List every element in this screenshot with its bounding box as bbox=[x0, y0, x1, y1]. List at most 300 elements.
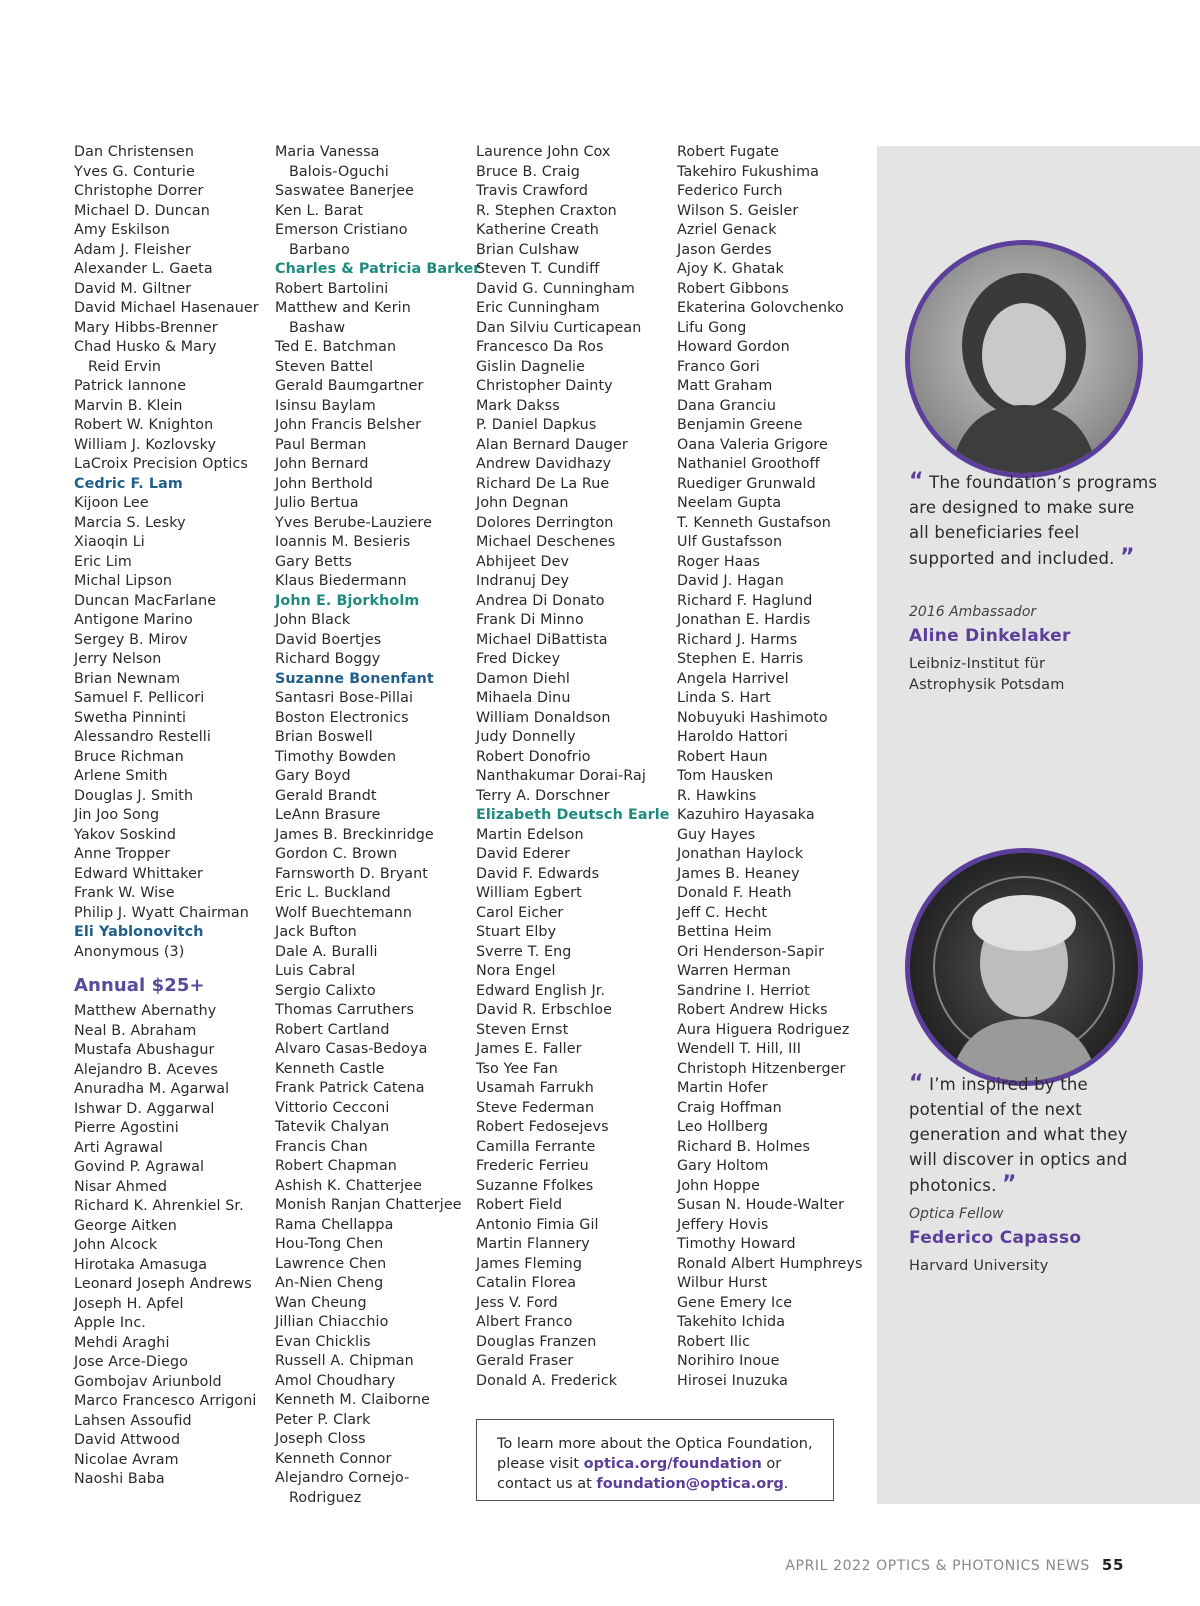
donor-name: Ruediger Grunwald bbox=[677, 475, 816, 492]
portrait-photo bbox=[910, 853, 1138, 1081]
donor-name: Jerry Nelson bbox=[74, 651, 162, 667]
quote-role-2: Optica Fellow bbox=[909, 1206, 1004, 1222]
donor-name: Wilbur Hurst bbox=[677, 1275, 768, 1291]
donor-name: Yves G. Conturie bbox=[74, 163, 195, 180]
donor-name: Anuradha M. Agarwal bbox=[74, 1081, 230, 1097]
info-line-3 bbox=[497, 1474, 813, 1494]
donor-name: Peter P. Clark bbox=[275, 1411, 371, 1428]
donor-name: Takehiro Fukushima bbox=[677, 163, 819, 180]
donor-name: Wilson S. Geisler bbox=[677, 202, 799, 219]
donor-name: Leonard Joseph Andrews bbox=[74, 1276, 252, 1292]
quote-person-2: Federico Capasso bbox=[909, 1228, 1082, 1248]
donor-name: Jillian Chiacchio bbox=[275, 1314, 389, 1330]
donor-name: Edward English Jr. bbox=[476, 982, 606, 999]
donor-name: Richard De La Rue bbox=[476, 475, 610, 492]
donor-name: Robert Bartolini bbox=[275, 280, 389, 297]
donor-name: LeAnn Brasure bbox=[275, 807, 381, 823]
donor-name: Steven Battel bbox=[275, 358, 374, 375]
donor-name: David F. Edwards bbox=[476, 865, 600, 882]
donor-name: LaCroix Precision Optics bbox=[74, 456, 248, 472]
donor-name: Brian Newnam bbox=[74, 670, 181, 687]
footer-publication: APRIL 2022 OPTICS & PHOTONICS NEWS bbox=[785, 1558, 1090, 1574]
donor-name: Edward Whittaker bbox=[74, 865, 203, 882]
donor-name: Hirotaka Amasuga bbox=[74, 1256, 208, 1273]
donor-name: Isinsu Baylam bbox=[275, 397, 376, 414]
donor-name: Usamah Farrukh bbox=[476, 1080, 594, 1096]
donor-name: Christopher Dainty bbox=[476, 378, 613, 394]
donor-name: Lawrence Chen bbox=[275, 1255, 387, 1272]
donor-name: George Aitken bbox=[74, 1217, 177, 1234]
donor-name: Russell A. Chipman bbox=[275, 1353, 414, 1369]
open-quote-icon: “ bbox=[909, 469, 924, 494]
donor-name: Emerson Cristiano bbox=[275, 222, 408, 238]
portrait-photo bbox=[910, 245, 1138, 473]
donor-name: Donald F. Heath bbox=[677, 885, 792, 901]
donor-name: Mihaela Dinu bbox=[476, 690, 571, 706]
donor-name: Timothy Bowden bbox=[275, 748, 397, 765]
donor-name: Oana Valeria Grigore bbox=[677, 436, 828, 453]
donor-name: Steven Ernst bbox=[476, 1021, 569, 1038]
donor-name: Jose Arce-Diego bbox=[74, 1354, 189, 1370]
donor-name: Douglas Franzen bbox=[476, 1333, 597, 1350]
donor-name: Steve Federman bbox=[476, 1099, 595, 1116]
donor-name: John E. Bjorkholm bbox=[275, 592, 420, 609]
donor-name: Frank Di Minno bbox=[476, 612, 584, 628]
donor-name: Gislin Dagnelie bbox=[476, 358, 585, 375]
donor-name: Laurence John Cox bbox=[476, 144, 611, 160]
donor-name: David Attwood bbox=[74, 1432, 181, 1448]
info-box bbox=[476, 1419, 834, 1501]
donor-name: Robert Donofrio bbox=[476, 748, 591, 765]
donor-name: Craig Hoffman bbox=[677, 1099, 782, 1116]
donor-name: David J. Hagan bbox=[677, 573, 784, 589]
open-quote-icon: “ bbox=[909, 1071, 924, 1096]
donor-name: John Berthold bbox=[275, 475, 373, 492]
donor-name: Stuart Elby bbox=[476, 924, 557, 940]
donor-name: Camilla Ferrante bbox=[476, 1138, 596, 1155]
donor-name: Maria Vanessa bbox=[275, 144, 380, 160]
donor-name: Jason Gerdes bbox=[677, 241, 772, 258]
donor-name: Jin Joo Song bbox=[74, 807, 160, 823]
quote-text-1 bbox=[909, 469, 1159, 571]
donor-name: Dolores Derrington bbox=[476, 514, 614, 531]
donor-name: John Black bbox=[275, 612, 351, 628]
donor-name: Kijoon Lee bbox=[74, 495, 149, 511]
donor-name: Boston Electronics bbox=[275, 709, 409, 726]
donor-name: Matt Graham bbox=[677, 378, 773, 394]
donor-name: Klaus Biedermann bbox=[275, 573, 407, 589]
donor-name: Suzanne Ffolkes bbox=[476, 1177, 594, 1194]
donor-name: Alejandro B. Aceves bbox=[74, 1061, 218, 1078]
donor-name: Richard Boggy bbox=[275, 651, 381, 667]
donor-name: Pierre Agostini bbox=[74, 1120, 179, 1136]
info-line-1: To learn more about the Optica Foundation, bbox=[497, 1436, 813, 1452]
donor-name: Evan Chicklis bbox=[275, 1333, 371, 1350]
donor-name: Federico Furch bbox=[677, 183, 783, 199]
donor-name: Tso Yee Fan bbox=[476, 1060, 558, 1077]
donor-name: Mustafa Abushagur bbox=[74, 1042, 215, 1058]
donor-name: John Alcock bbox=[74, 1237, 158, 1253]
info-line-2 bbox=[497, 1454, 813, 1474]
donor-name: Bruce Richman bbox=[74, 748, 184, 765]
donor-name: Steven T. Cundiff bbox=[476, 261, 600, 277]
donor-name: Francesco Da Ros bbox=[476, 339, 604, 355]
donor-name: Martin Edelson bbox=[476, 826, 584, 843]
donor-name: Linda S. Hart bbox=[677, 690, 771, 706]
donor-name: Kazuhiro Hayasaka bbox=[677, 807, 815, 823]
donor-name: Adam J. Fleisher bbox=[74, 241, 191, 258]
donor-name: Donald A. Frederick bbox=[476, 1372, 618, 1389]
donor-name: Robert Cartland bbox=[275, 1021, 390, 1038]
donor-name: Ted E. Batchman bbox=[275, 339, 397, 355]
donor-name: David M. Giltner bbox=[74, 280, 192, 297]
donor-name: Philip J. Wyatt Chairman bbox=[74, 904, 249, 921]
donor-name: Guy Hayes bbox=[677, 826, 756, 843]
donor-name: Ronald Albert Humphreys bbox=[677, 1255, 863, 1272]
donor-name: Charles & Patricia Barker bbox=[275, 261, 481, 277]
donor-name: John Hoppe bbox=[677, 1177, 761, 1194]
quote-person-1: Aline Dinkelaker bbox=[909, 626, 1071, 646]
donor-name: Stephen E. Harris bbox=[677, 651, 804, 667]
donor-name: Ulf Gustafsson bbox=[677, 534, 783, 550]
donor-name: Brian Culshaw bbox=[476, 241, 580, 258]
donor-name: T. Kenneth Gustafson bbox=[677, 514, 831, 531]
donor-name: Richard F. Haglund bbox=[677, 592, 813, 609]
donor-name: Monish Ranjan Chatterjee bbox=[275, 1197, 462, 1213]
donor-name: James B. Breckinridge bbox=[275, 826, 434, 843]
donor-name: Jonathan Haylock bbox=[677, 846, 804, 862]
donor-column-2 bbox=[275, 143, 480, 1508]
quote-text-2 bbox=[909, 1071, 1159, 1198]
donor-name: Robert Field bbox=[476, 1197, 563, 1213]
donor-name: Eric Cunningham bbox=[476, 300, 600, 316]
donor-name: William Donaldson bbox=[476, 709, 611, 726]
donor-name: Saswatee Banerjee bbox=[275, 183, 415, 199]
donor-name: Bashaw bbox=[289, 319, 346, 336]
donor-name: Nathaniel Groothoff bbox=[677, 456, 820, 472]
donor-name: Martin Hofer bbox=[677, 1080, 768, 1096]
donor-name: Luis Cabral bbox=[275, 963, 356, 979]
donor-name: Eli Yablonovitch bbox=[74, 924, 204, 940]
donor-name: Gordon C. Brown bbox=[275, 846, 398, 862]
donor-name: Kenneth Connor bbox=[275, 1450, 392, 1467]
donor-name: Arti Agrawal bbox=[74, 1139, 163, 1156]
donor-name: Richard B. Holmes bbox=[677, 1138, 811, 1155]
donor-name: Martin Flannery bbox=[476, 1236, 590, 1252]
donor-name: Samuel F. Pellicori bbox=[74, 690, 205, 706]
donor-name: Robert Andrew Hicks bbox=[677, 1002, 828, 1018]
donor-name: Frank W. Wise bbox=[74, 885, 175, 901]
donor-name: Timothy Howard bbox=[677, 1236, 796, 1252]
foundation-email-link[interactable]: foundation@optica.org bbox=[596, 1476, 784, 1492]
donor-name: Damon Diehl bbox=[476, 670, 570, 687]
donor-name: Lifu Gong bbox=[677, 319, 747, 336]
donor-name: Matthew Abernathy bbox=[74, 1003, 217, 1019]
donor-name: Nobuyuki Hashimoto bbox=[677, 709, 828, 726]
donor-name: Amol Choudhary bbox=[275, 1372, 396, 1389]
donor-name: Ekaterina Golovchenko bbox=[677, 300, 844, 316]
donor-name: Alejandro Cornejo- bbox=[275, 1470, 410, 1486]
info-text: contact us at bbox=[497, 1476, 597, 1492]
donor-name: Susan N. Houde-Walter bbox=[677, 1197, 845, 1213]
donor-name: Eric Lim bbox=[74, 553, 132, 570]
donor-name: Antonio Fimia Gil bbox=[476, 1216, 599, 1233]
section-heading: Annual $25+ bbox=[74, 975, 205, 996]
donor-name: Kenneth Castle bbox=[275, 1060, 385, 1077]
donor-name: Ken L. Barat bbox=[275, 202, 364, 219]
donor-name: Catalin Florea bbox=[476, 1275, 577, 1291]
donor-name: P. Daniel Dapkus bbox=[476, 417, 597, 433]
donor-name: Michael D. Duncan bbox=[74, 202, 210, 219]
quote-affiliation-1 bbox=[909, 654, 1065, 696]
donor-name: Arlene Smith bbox=[74, 768, 168, 784]
donor-name: Marcia S. Lesky bbox=[74, 514, 186, 531]
donor-name: Joseph H. Apfel bbox=[74, 1295, 184, 1312]
donor-name: Christoph Hitzenberger bbox=[677, 1060, 846, 1077]
donor-name: Alvaro Casas-Bedoya bbox=[275, 1041, 428, 1057]
donor-name: Chad Husko & Mary bbox=[74, 339, 217, 355]
donor-name: Anonymous (3) bbox=[74, 943, 185, 960]
donor-column-1 bbox=[74, 143, 259, 1490]
donor-name: Sverre T. Eng bbox=[476, 943, 572, 960]
donor-name: Alan Bernard Dauger bbox=[476, 436, 628, 453]
donor-name: Azriel Genack bbox=[677, 222, 777, 238]
donor-name: An-Nien Cheng bbox=[275, 1275, 384, 1291]
donor-name: Ashish K. Chatterjee bbox=[275, 1177, 423, 1194]
quote-role-1: 2016 Ambassador bbox=[909, 604, 1037, 620]
donor-name: John Degnan bbox=[476, 495, 569, 511]
donor-name: Mehdi Araghi bbox=[74, 1334, 170, 1351]
donor-name: Gary Betts bbox=[275, 553, 352, 570]
donor-name: Sergey B. Mirov bbox=[74, 631, 188, 648]
donor-name: Dan Christensen bbox=[74, 144, 194, 160]
donor-name: Mark Dakss bbox=[476, 397, 560, 414]
donor-name: Robert W. Knighton bbox=[74, 417, 214, 433]
info-text: . bbox=[783, 1476, 789, 1492]
donor-name: Albert Franco bbox=[476, 1314, 573, 1330]
donor-name: Takehito Ichida bbox=[677, 1314, 786, 1330]
donor-name: R. Hawkins bbox=[677, 787, 757, 804]
donor-name: Mary Hibbs-Brenner bbox=[74, 319, 218, 336]
donor-name: Reid Ervin bbox=[88, 358, 162, 375]
info-text: please visit bbox=[497, 1456, 584, 1472]
donor-name: Vittorio Cecconi bbox=[275, 1099, 390, 1116]
donor-name: Warren Herman bbox=[677, 963, 791, 979]
donor-column-3 bbox=[476, 143, 670, 1391]
donor-name: Andrea Di Donato bbox=[476, 592, 605, 609]
donor-name: Neal B. Abraham bbox=[74, 1022, 197, 1039]
donor-name: John Bernard bbox=[275, 456, 369, 472]
donor-name: Marvin B. Klein bbox=[74, 397, 183, 414]
close-quote-icon: ” bbox=[1120, 545, 1135, 570]
donor-name: Santasri Bose-Pillai bbox=[275, 690, 414, 706]
donor-name: Andrew Davidhazy bbox=[476, 456, 612, 472]
donor-name: Robert Gibbons bbox=[677, 280, 789, 297]
donor-name: Michal Lipson bbox=[74, 573, 173, 589]
donor-name: Leo Hollberg bbox=[677, 1119, 769, 1135]
donor-name: David G. Cunningham bbox=[476, 280, 635, 297]
donor-name: Ori Henderson-Sapir bbox=[677, 943, 825, 960]
quote-body: I’m inspired by the potential of the next generation and what they will discover in optics and photonics. bbox=[909, 1075, 1128, 1195]
donor-name: Wolf Buechtemann bbox=[275, 904, 412, 921]
donor-name: Eric L. Buckland bbox=[275, 885, 391, 901]
donor-name: Anne Tropper bbox=[74, 846, 171, 862]
donor-name: Frederic Ferrieu bbox=[476, 1158, 589, 1174]
donor-name: Joseph Closs bbox=[275, 1431, 366, 1447]
donor-name: Gerald Baumgartner bbox=[275, 378, 424, 394]
donor-name: Jeffery Hovis bbox=[677, 1216, 769, 1233]
donor-name: Frank Patrick Catena bbox=[275, 1080, 425, 1096]
donor-name: Travis Crawford bbox=[476, 183, 588, 199]
donor-name: Alessandro Restelli bbox=[74, 729, 211, 745]
close-quote-icon: ” bbox=[1002, 1172, 1017, 1197]
affiliation-line: Leibniz-Institut für bbox=[909, 656, 1046, 672]
donor-name: Marco Francesco Arrigoni bbox=[74, 1393, 257, 1409]
donor-name: Robert Fugate bbox=[677, 144, 779, 160]
donor-name: Cedric F. Lam bbox=[74, 475, 183, 492]
donor-name: Haroldo Hattori bbox=[677, 729, 788, 745]
donor-name: Yakov Soskind bbox=[74, 826, 177, 843]
donor-name: Bruce B. Craig bbox=[476, 163, 580, 180]
donor-name: William J. Kozlovsky bbox=[74, 436, 217, 453]
donor-name: Ioannis M. Besieris bbox=[275, 534, 411, 550]
donor-name: Wan Cheung bbox=[275, 1294, 367, 1311]
donor-name: Indranuj Dey bbox=[476, 573, 570, 589]
donor-name: Michael Deschenes bbox=[476, 534, 616, 550]
donor-name: Fred Dickey bbox=[476, 651, 561, 667]
donor-name: Tatevik Chalyan bbox=[275, 1119, 390, 1135]
donor-name: Terry A. Dorschner bbox=[476, 787, 610, 804]
donor-name: Sergio Calixto bbox=[275, 982, 376, 999]
donor-name: Sandrine I. Herriot bbox=[677, 982, 810, 999]
donor-name: Balois-Oguchi bbox=[289, 163, 389, 180]
donor-name: Amy Eskilson bbox=[74, 222, 170, 238]
donor-name: Gerald Brandt bbox=[275, 787, 377, 804]
donor-name: Douglas J. Smith bbox=[74, 787, 194, 804]
donor-name: Brian Boswell bbox=[275, 729, 373, 745]
donor-name: Michael DiBattista bbox=[476, 631, 608, 648]
donor-name: Aura Higuera Rodriguez bbox=[677, 1021, 850, 1038]
affiliation-line: Astrophysik Potsdam bbox=[909, 677, 1065, 693]
donor-name: Angela Harrivel bbox=[677, 670, 789, 687]
donor-name: Dale A. Buralli bbox=[275, 943, 378, 960]
donor-name: Swetha Pinninti bbox=[74, 709, 187, 726]
donor-name: Nicolae Avram bbox=[74, 1451, 179, 1468]
donor-name: Howard Gordon bbox=[677, 339, 790, 355]
donor-name: Robert Fedosejevs bbox=[476, 1119, 609, 1135]
donor-name: Francis Chan bbox=[275, 1138, 368, 1155]
donor-name: Rodriguez bbox=[289, 1489, 362, 1506]
donor-name: Robert Chapman bbox=[275, 1158, 397, 1174]
donor-name: Franco Gori bbox=[677, 358, 760, 375]
donor-name: Naoshi Baba bbox=[74, 1471, 165, 1487]
donor-name: Gary Holtom bbox=[677, 1158, 769, 1174]
donor-name: Nora Engel bbox=[476, 963, 556, 979]
donor-name: Govind P. Agrawal bbox=[74, 1159, 205, 1175]
quote-sidebar bbox=[877, 146, 1200, 1504]
donor-name: Jess V. Ford bbox=[476, 1294, 558, 1311]
page-number: 55 bbox=[1101, 1556, 1124, 1574]
donor-name: David Michael Hasenauer bbox=[74, 300, 259, 316]
donor-name: Roger Haas bbox=[677, 553, 761, 570]
donor-name: Thomas Carruthers bbox=[275, 1002, 415, 1018]
donor-name: James E. Faller bbox=[476, 1041, 582, 1057]
donor-name: Nisar Ahmed bbox=[74, 1178, 168, 1195]
donor-name: Dana Granciu bbox=[677, 397, 777, 414]
donor-name: Norihiro Inoue bbox=[677, 1353, 780, 1369]
donor-name: Judy Donnelly bbox=[476, 729, 576, 745]
donor-name: Barbano bbox=[289, 241, 350, 258]
donor-name: David Ederer bbox=[476, 846, 571, 862]
donor-name: Richard K. Ahrenkiel Sr. bbox=[74, 1198, 244, 1214]
donor-name: Patrick Iannone bbox=[74, 378, 187, 394]
donor-name: Suzanne Bonenfant bbox=[275, 670, 434, 687]
donor-name: Wendell T. Hill, III bbox=[677, 1041, 802, 1057]
donor-name: Gerald Fraser bbox=[476, 1353, 574, 1369]
donor-name: James B. Heaney bbox=[677, 865, 800, 882]
donor-name: Tom Hausken bbox=[677, 768, 774, 784]
info-text: or bbox=[761, 1456, 782, 1472]
donor-name: Jeff C. Hecht bbox=[677, 904, 768, 921]
donor-name: Christophe Dorrer bbox=[74, 183, 204, 199]
donor-name: Yves Berube-Lauziere bbox=[275, 514, 432, 531]
donor-name: Antigone Marino bbox=[74, 612, 193, 628]
donor-name: R. Stephen Craxton bbox=[476, 202, 617, 219]
donor-name: Abhijeet Dev bbox=[476, 553, 570, 570]
portrait-photo-dinkelaker bbox=[905, 240, 1143, 478]
donor-name: Richard J. Harms bbox=[677, 631, 798, 648]
donor-name: Dan Silviu Curticapean bbox=[476, 319, 642, 336]
donor-name: Rama Chellappa bbox=[275, 1216, 394, 1233]
donor-name: Gombojav Ariunbold bbox=[74, 1373, 222, 1390]
donor-name: Neelam Gupta bbox=[677, 495, 782, 511]
donor-column-4 bbox=[677, 143, 863, 1391]
donor-name: Duncan MacFarlane bbox=[74, 592, 217, 609]
donor-name: Hirosei Inuzuka bbox=[677, 1372, 788, 1389]
foundation-website-link[interactable]: optica.org/foundation bbox=[583, 1456, 762, 1472]
donor-name: Carol Eicher bbox=[476, 904, 564, 921]
donor-name: Paul Berman bbox=[275, 436, 367, 453]
donor-name: Benjamin Greene bbox=[677, 417, 803, 433]
donor-name: Farnsworth D. Bryant bbox=[275, 865, 429, 882]
donor-name: Ajoy K. Ghatak bbox=[677, 261, 784, 277]
donor-name: Jack Bufton bbox=[275, 924, 357, 940]
donor-name: Katherine Creath bbox=[476, 222, 599, 238]
donor-name: James Fleming bbox=[476, 1255, 583, 1272]
quote-affiliation-2: Harvard University bbox=[909, 1258, 1049, 1274]
donor-name: Apple Inc. bbox=[74, 1315, 146, 1331]
donor-name: David R. Erbschloe bbox=[476, 1002, 613, 1018]
donor-name: David Boertjes bbox=[275, 631, 382, 648]
donor-name: Alexander L. Gaeta bbox=[74, 261, 213, 277]
donor-name: Matthew and Kerin bbox=[275, 300, 411, 316]
donor-name: Jonathan E. Hardis bbox=[677, 612, 811, 628]
donor-name: William Egbert bbox=[476, 885, 582, 901]
page-footer bbox=[785, 1556, 1124, 1574]
donor-name: Gary Boyd bbox=[275, 768, 351, 784]
donor-name: Gene Emery Ice bbox=[677, 1294, 793, 1311]
donor-name: Robert Haun bbox=[677, 748, 768, 765]
donor-name: Kenneth M. Claiborne bbox=[275, 1392, 431, 1408]
portrait-photo-capasso bbox=[905, 848, 1143, 1086]
donor-name: Julio Bertua bbox=[275, 495, 359, 511]
donor-name: Xiaoqin Li bbox=[74, 534, 145, 550]
donor-name: Robert Ilic bbox=[677, 1333, 751, 1350]
donor-name: John Francis Belsher bbox=[275, 417, 422, 433]
donor-name: Elizabeth Deutsch Earle bbox=[476, 807, 670, 823]
donor-name: Ishwar D. Aggarwal bbox=[74, 1100, 215, 1117]
donor-name: Nanthakumar Dorai-Raj bbox=[476, 768, 646, 784]
